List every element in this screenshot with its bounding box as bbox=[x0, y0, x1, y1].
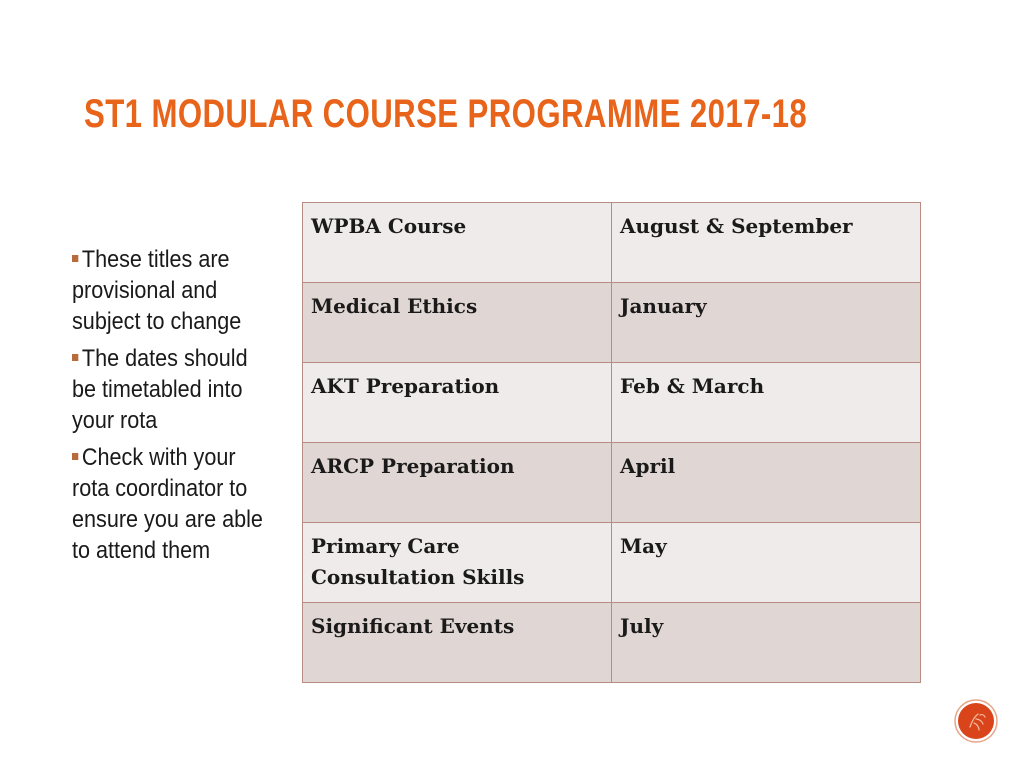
course-cell: Significant Events bbox=[303, 603, 612, 683]
bullet-item bbox=[72, 244, 266, 337]
bullet-item bbox=[72, 442, 266, 566]
course-schedule-table bbox=[302, 202, 921, 683]
square-bullet-icon bbox=[72, 255, 78, 262]
course-cell: Primary Care Consultation Skills bbox=[303, 523, 612, 603]
date-cell: January bbox=[612, 283, 921, 363]
logo-badge-icon bbox=[954, 699, 998, 743]
course-cell: ARCP Preparation bbox=[303, 443, 612, 523]
date-cell: Feb & March bbox=[612, 363, 921, 443]
table-row bbox=[303, 443, 921, 523]
date-cell: July bbox=[612, 603, 921, 683]
course-cell: WPBA Course bbox=[303, 203, 612, 283]
bullet-text: The dates should be timetabled into your rota bbox=[72, 345, 248, 434]
table-row bbox=[303, 203, 921, 283]
bullet-item bbox=[72, 343, 266, 436]
slide-title: ST1 MODULAR COURSE PROGRAMME 2017-18 bbox=[84, 92, 808, 136]
table-row bbox=[303, 603, 921, 683]
square-bullet-icon bbox=[72, 453, 78, 460]
course-cell: Medical Ethics bbox=[303, 283, 612, 363]
course-cell: AKT Preparation bbox=[303, 363, 612, 443]
date-cell: August & September bbox=[612, 203, 921, 283]
bullet-text: Check with your rota coordinator to ensure you are able to attend them bbox=[72, 444, 263, 564]
table-row bbox=[303, 363, 921, 443]
table-row bbox=[303, 283, 921, 363]
date-cell: April bbox=[612, 443, 921, 523]
date-cell: May bbox=[612, 523, 921, 603]
bullet-text: These titles are provisional and subject to change bbox=[72, 246, 242, 335]
table-row bbox=[303, 523, 921, 603]
bullet-list bbox=[72, 244, 282, 572]
square-bullet-icon bbox=[72, 354, 78, 361]
